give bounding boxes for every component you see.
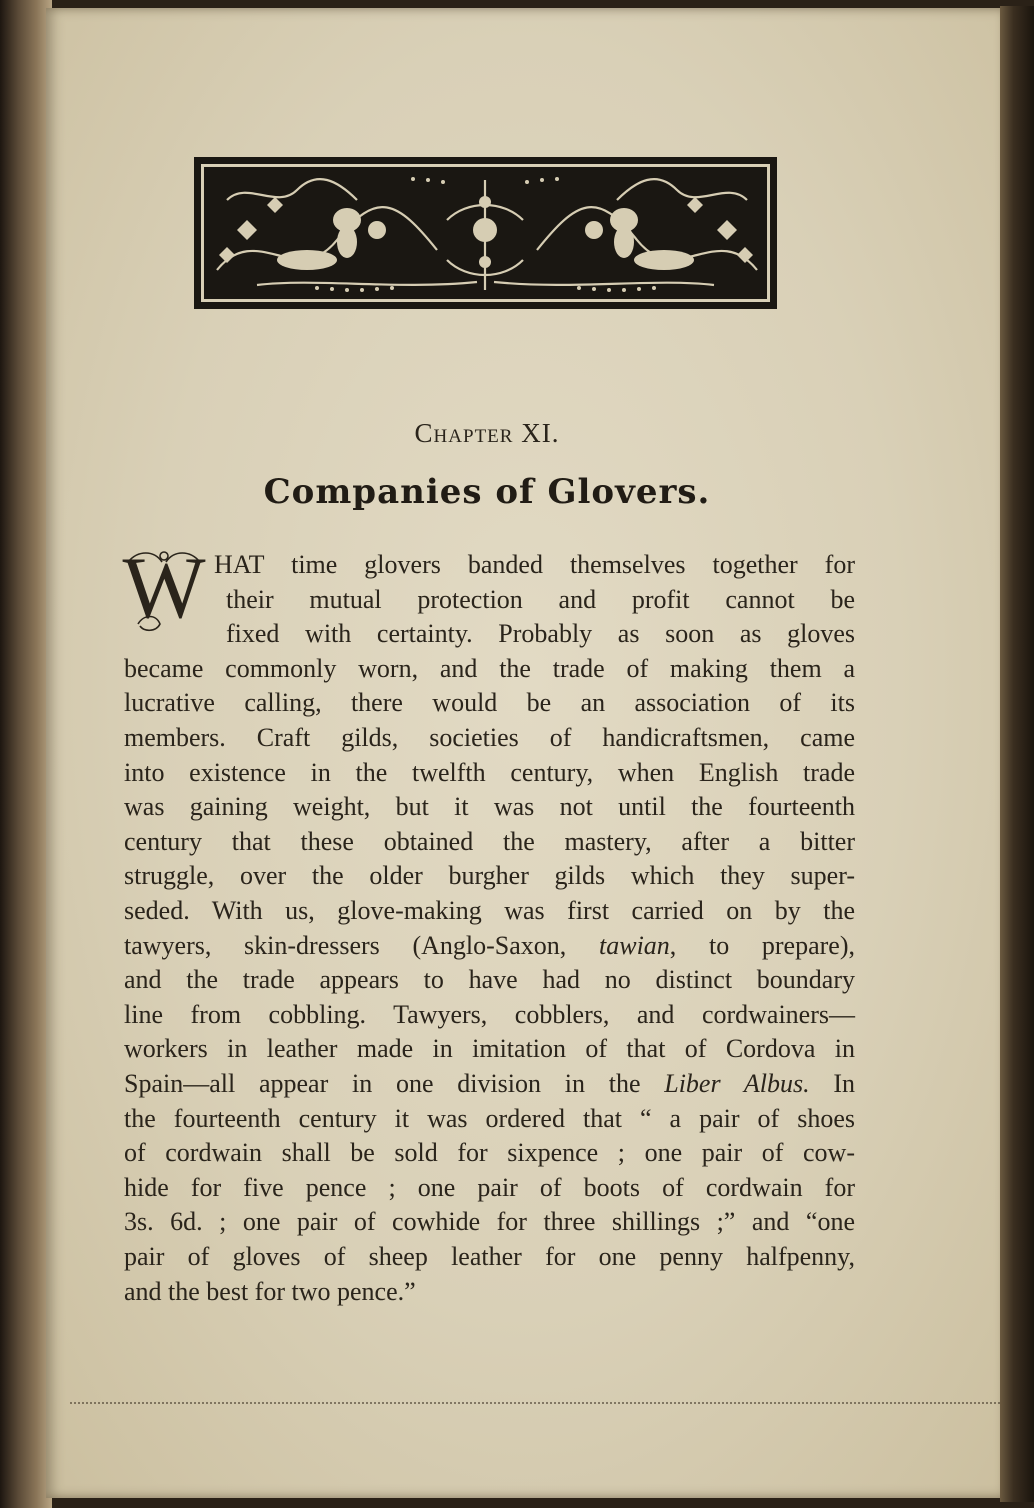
page-edge (1000, 6, 1034, 1502)
decorative-headpiece (194, 157, 777, 309)
line-text: the fourteenth century it was ordered that “ a pair of shoes (124, 1103, 855, 1133)
text-line (124, 1102, 855, 1136)
line-text: into existence in the twelfth century, when English trade (124, 757, 855, 787)
line-text: struggle, over the older burgher gilds which they super- (124, 861, 855, 891)
line-text: seded. With us, glove-making was first carried on by the (124, 896, 855, 925)
line-text: hide for five pence ; one pair of boots of cordwain for (124, 1172, 855, 1202)
chapter-title: Companies of Glovers. (263, 472, 711, 512)
text-line (124, 1067, 855, 1101)
page-bottom-rule (70, 1402, 1000, 1404)
line-text: tawyers, skin-dressers (Anglo-Saxon, (124, 930, 599, 960)
line-text: workers in leather made in imitation of that of Cordova in (124, 1034, 855, 1064)
line-text: In (809, 1069, 855, 1098)
text-line (214, 548, 855, 582)
line-text: fixed with certainty. Probably as soon as gloves (226, 619, 855, 649)
line-text: of cordwain shall be sold for sixpence ; one pair of cow- (124, 1138, 855, 1168)
line-text: 3s. 6d. ; one pair of cowhide for three shillings ;” and “one (124, 1207, 855, 1237)
line-text: Spain—all appear in one division in the (124, 1069, 665, 1098)
drop-cap-letter: W (122, 540, 206, 637)
text-line (124, 1275, 855, 1309)
text-line (124, 1240, 855, 1274)
text-line (124, 894, 855, 928)
text-line (124, 756, 855, 790)
line-text: their mutual protection and profit cannot be (226, 584, 855, 614)
line-text: HAT time glovers banded themselves together for (214, 550, 855, 579)
line-text: lucrative calling, there would be an association of its (124, 688, 855, 718)
line-text: pair of gloves of sheep leather for one penny halfpenny, (124, 1242, 855, 1271)
text-line (124, 1136, 855, 1170)
line-text: and the trade appears to have had no distinct boundary (124, 965, 855, 995)
line-text: became commonly worn, and the trade of making them a (124, 653, 855, 683)
chapter-heading: Chapter XI. (414, 418, 560, 448)
line-text: , to prepare), (669, 930, 855, 960)
line-text: century that these obtained the mastery, after a bitter (124, 826, 855, 856)
text-line (124, 1171, 855, 1205)
text-line (124, 859, 855, 893)
line-text: and the best for two pence.” (124, 1276, 416, 1306)
text-line (124, 998, 855, 1032)
text-line (124, 1032, 855, 1066)
text-line (124, 686, 855, 720)
book-spine (0, 0, 52, 1508)
line-text: members. Craft gilds, societies of handicraftsmen, came (124, 723, 855, 752)
italic-term: tawian (599, 930, 670, 960)
drop-cap (118, 540, 210, 637)
italic-term: Liber Albus. (664, 1069, 810, 1098)
text-line (124, 929, 855, 963)
text-line (124, 721, 855, 755)
text-line (226, 617, 855, 651)
text-line (124, 652, 855, 686)
text-line (124, 1205, 855, 1239)
line-text: line from cobbling. Tawyers, cobblers, and cordwainers— (124, 999, 855, 1029)
text-line (124, 790, 855, 824)
ornament-illustration (197, 160, 774, 306)
text-line (124, 963, 855, 997)
line-text: was gaining weight, but it was not until the fourteenth (124, 792, 855, 822)
text-line (124, 825, 855, 859)
text-line (226, 583, 855, 617)
